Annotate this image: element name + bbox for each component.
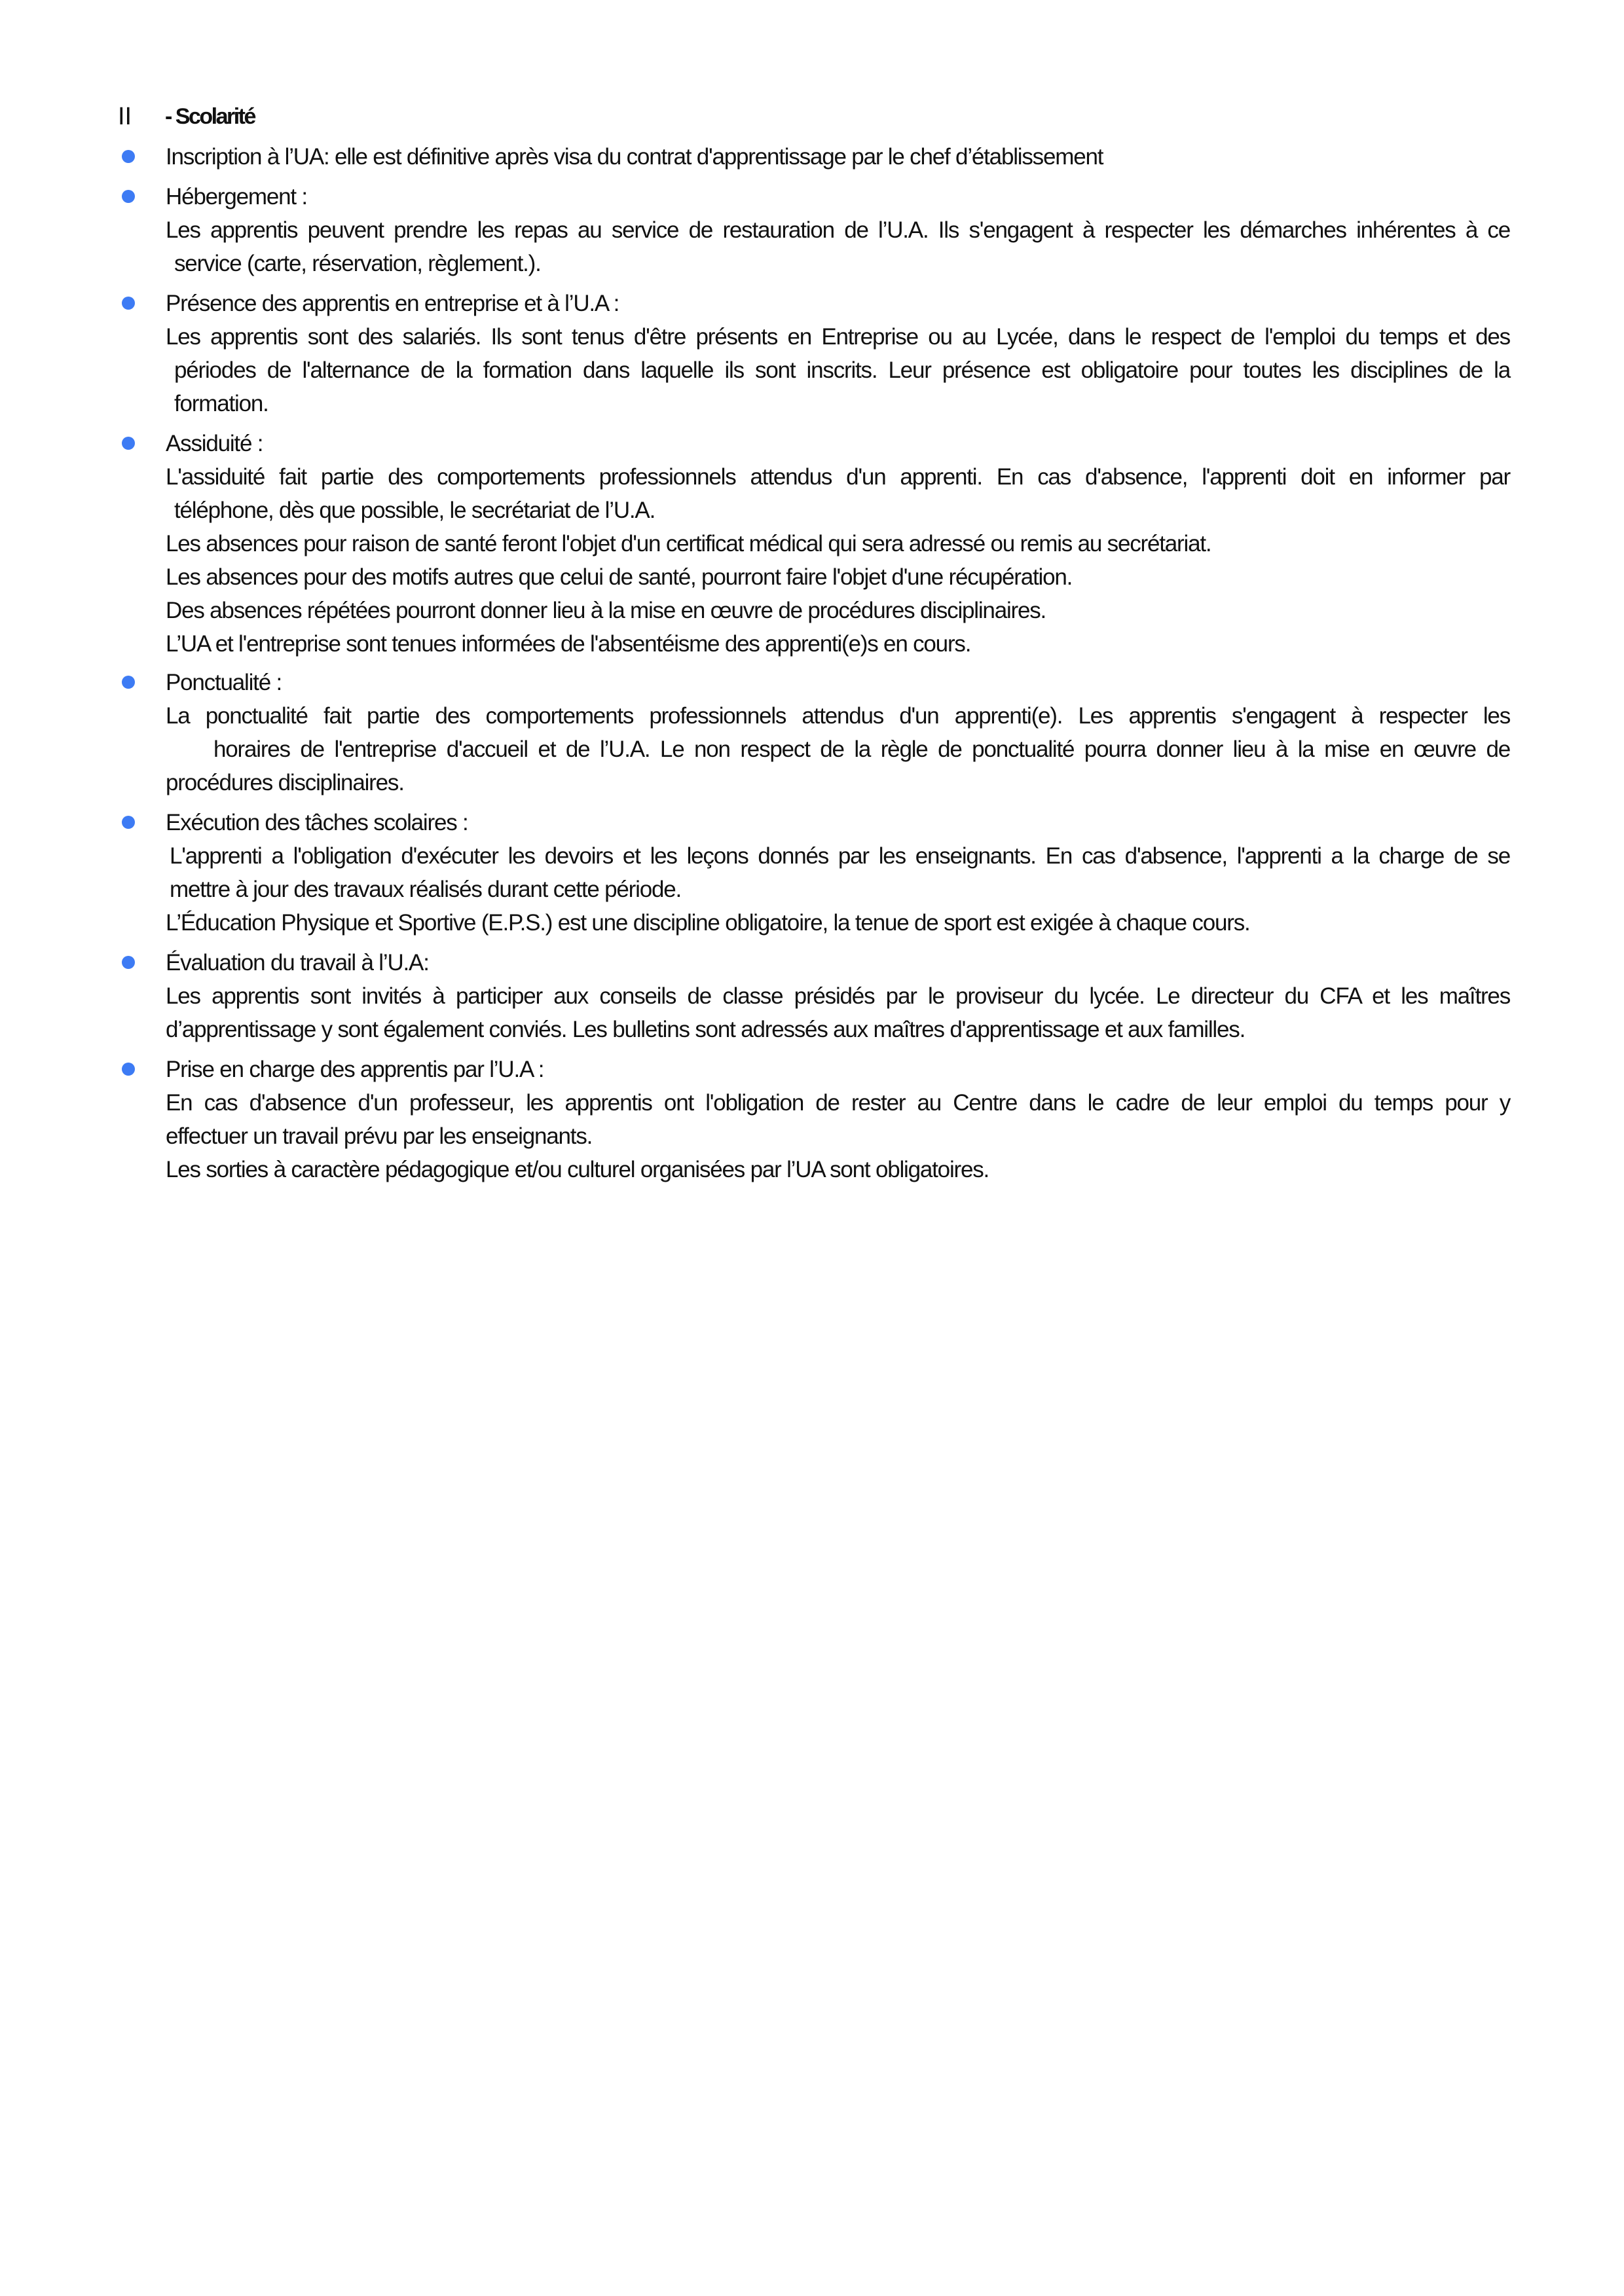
- item-title: Exécution des tâches scolaires :: [166, 810, 468, 835]
- list-item-prise-en-charge: [118, 1053, 1510, 1187]
- section-heading: [118, 98, 1100, 137]
- list-item-assiduite: [118, 427, 1510, 663]
- bullet-icon: [122, 676, 135, 689]
- paragraph-line: Les absences pour raison de santé feront l'objet d'un certificat médical qui sera adressé ou remis au secrétariat.: [166, 531, 1211, 556]
- paragraph-line: périodes de l'alternance de la formation dans laquelle ils sont inscrits. Leur présence est obligatoire pour toutes les disciplines de la: [174, 357, 1510, 383]
- item-body: [166, 460, 1510, 661]
- paragraph-line: procédures disciplinaires.: [166, 770, 404, 795]
- list-item-inscription: [118, 140, 1510, 174]
- section-number: II: [118, 103, 132, 130]
- paragraph-line: formation.: [174, 391, 268, 416]
- item-title: Assiduité :: [166, 431, 263, 456]
- paragraph-line: Les sorties à caractère pédagogique et/ou culturel organisées par l’UA sont obligatoires.: [166, 1157, 989, 1182]
- item-body: [166, 979, 1510, 1046]
- list-item-ponctualite: [118, 666, 1510, 800]
- bullet-icon: [122, 190, 135, 203]
- bullet-icon: [122, 150, 135, 163]
- paragraph-line: service (carte, réservation, règlement.).: [174, 251, 541, 276]
- item-body: [166, 1086, 1510, 1186]
- paragraph-line: Les apprentis peuvent prendre les repas au service de restauration de l’U.A. Ils s'engagent à respecter les démarches inhérentes à ce: [166, 217, 1510, 243]
- list-item-execution: [118, 806, 1510, 940]
- bullet-icon: [122, 297, 135, 310]
- paragraph-line: Les absences pour des motifs autres que celui de santé, pourront faire l'objet d'une récupération.: [166, 564, 1073, 590]
- paragraph-line: En cas d'absence d'un professeur, les apprentis ont l'obligation de rester au Centre dans le cadre de leur emploi du temps pour y: [166, 1090, 1510, 1116]
- item-title: Prise en charge des apprentis par l’U.A :: [166, 1057, 544, 1082]
- paragraph-line: Les apprentis sont invités à participer aux conseils de classe présidés par le proviseur du lycée. Le directeur du CFA et les maîtres: [166, 983, 1510, 1009]
- section-title: - Scolarité: [165, 104, 255, 129]
- paragraph-line: L’Éducation Physique et Sportive (E.P.S.) est une discipline obligatoire, la tenue de sport est exigée à chaque cours.: [166, 910, 1250, 936]
- paragraph-line: téléphone, dès que possible, le secrétariat de l’U.A.: [174, 498, 655, 523]
- item-body: [166, 699, 1510, 799]
- item-body: [166, 320, 1510, 420]
- bullet-icon: [122, 816, 135, 829]
- paragraph-line: Les apprentis sont des salariés. Ils sont tenus d'être présents en Entreprise ou au Lycée, dans le respect de l'emploi du temps et des: [166, 324, 1510, 350]
- paragraph-line: La ponctualité fait partie des comportements professionnels attendus d'un apprenti(e). Les apprentis s'engagent à respecter les: [166, 703, 1510, 729]
- item-title: Hébergement :: [166, 184, 307, 210]
- paragraph-line: Des absences répétées pourront donner lieu à la mise en œuvre de procédures disciplinaires.: [166, 598, 1046, 623]
- item-title: Ponctualité :: [166, 670, 282, 695]
- paragraph-line: L'assiduité fait partie des comportements professionnels attendus d'un apprenti. En cas d'absence, l'apprenti doit en informer par: [166, 464, 1510, 490]
- item-body: [166, 213, 1510, 280]
- paragraph-line: horaires de l'entreprise d'accueil et de l’U.A. Le non respect de la règle de ponctualité pourra donner lieu à la mise en œuvre de: [213, 737, 1510, 762]
- paragraph-line: L'apprenti a l'obligation d'exécuter les devoirs et les leçons donnés par les enseignants. En cas d'absence, l'apprenti a la charge de se: [170, 843, 1510, 869]
- bullet-icon: [122, 956, 135, 969]
- paragraph-line: mettre à jour des travaux réalisés durant cette période.: [170, 877, 682, 902]
- paragraph-line: L’UA et l'entreprise sont tenues informées de l'absentéisme des apprenti(e)s en cours.: [166, 631, 971, 657]
- item-title: Inscription à l’UA: elle est définitive après visa du contrat d'apprentissage par le chef d’établissement: [166, 144, 1103, 170]
- item-body: [166, 839, 1510, 939]
- list-item-hebergement: [118, 180, 1510, 282]
- paragraph-line: effectuer un travail prévu par les enseignants.: [166, 1123, 593, 1149]
- item-title: Présence des apprentis en entreprise et à l’U.A :: [166, 291, 619, 316]
- paragraph-line: d’apprentissage y sont également conviés. Les bulletins sont adressés aux maîtres d'apprentissage et aux familles.: [166, 1017, 1246, 1042]
- list-item-evaluation: [118, 946, 1510, 1048]
- bullet-icon: [122, 1063, 135, 1076]
- item-title: Évaluation du travail à l’U.A:: [166, 950, 429, 975]
- bullet-icon: [122, 437, 135, 450]
- list-item-presence: [118, 287, 1510, 421]
